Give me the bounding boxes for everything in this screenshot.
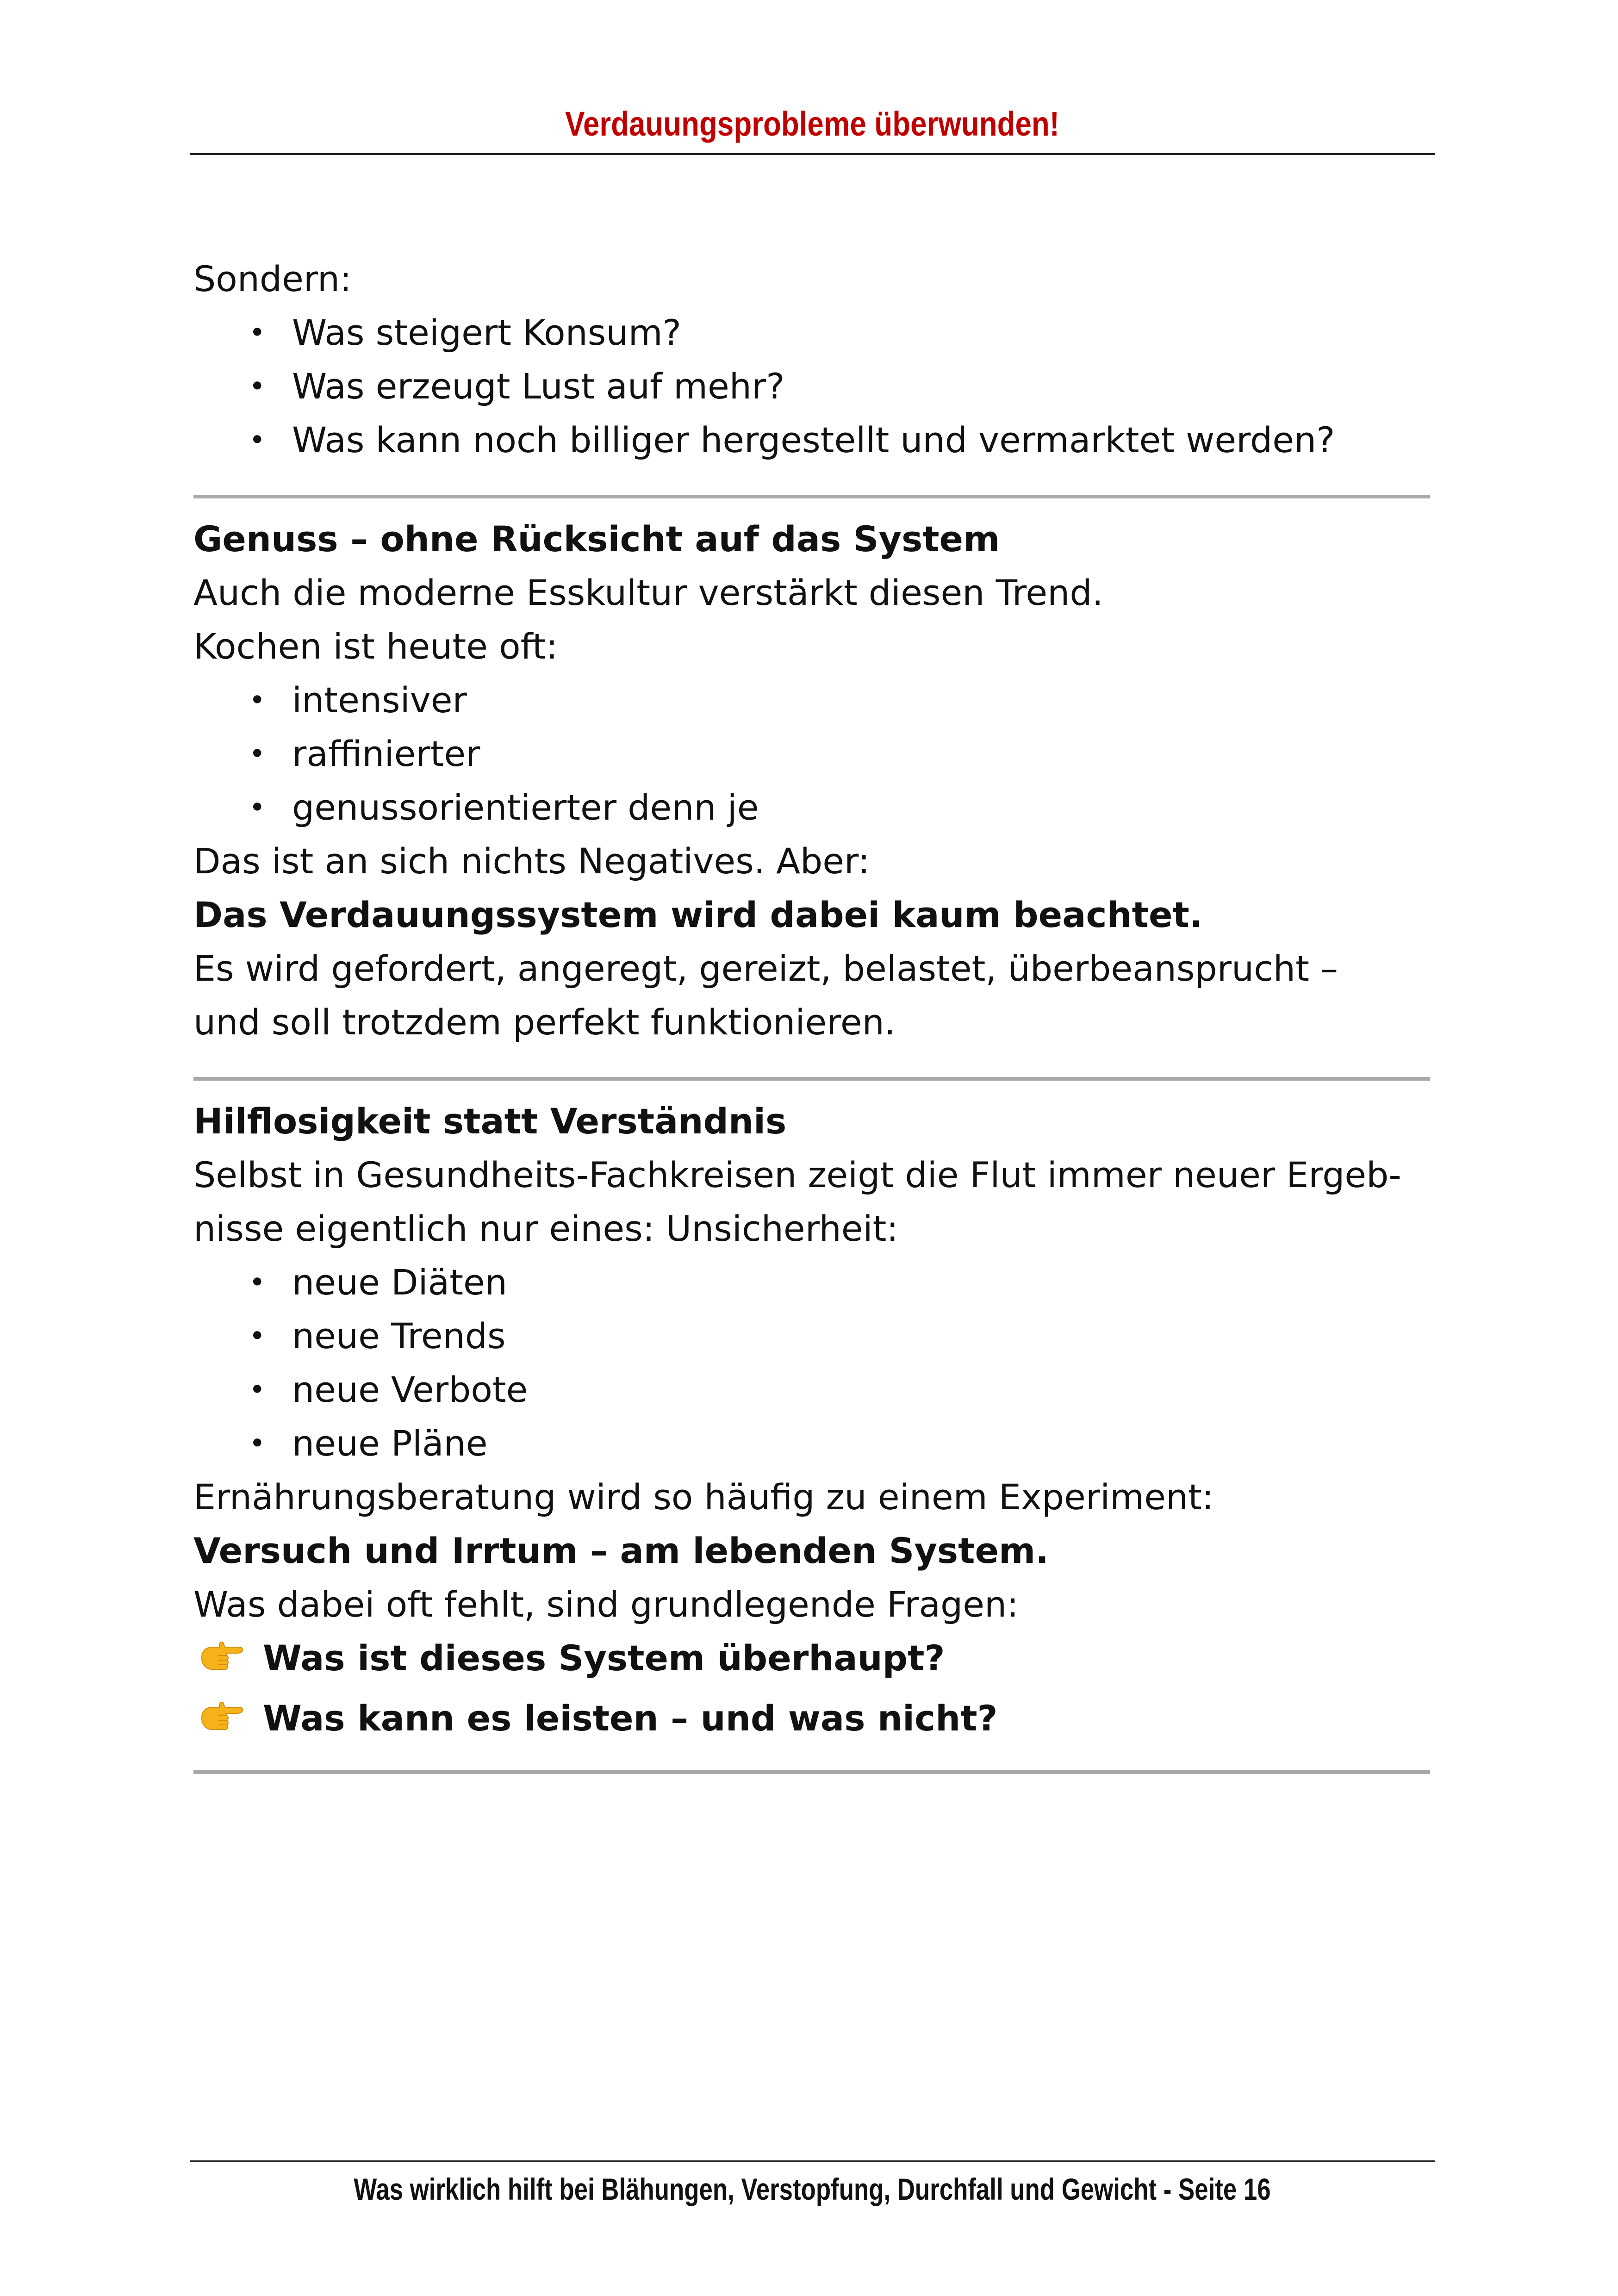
list-item — [193, 306, 1434, 360]
list-item — [193, 1256, 1434, 1309]
section-divider — [193, 495, 1430, 498]
paragraph: Auch die moderne Esskultur verstärkt diesen Trend. — [193, 572, 1103, 613]
bullet-icon: • — [249, 1427, 266, 1460]
question-text: Was ist dieses System überhaupt? — [263, 1637, 945, 1679]
list-item-text: Was kann noch billiger hergestellt und vermarktet werden? — [292, 419, 1335, 460]
intro-lead: Sondern: — [193, 258, 352, 299]
list-item-text: genussorientierter denn je — [292, 787, 759, 828]
paragraph: Es wird gefordert, angeregt, gereizt, belastet, überbeansprucht – — [193, 948, 1338, 989]
emphasis-text: Versuch und Irrtum – am lebenden System. — [193, 1530, 1049, 1571]
question-text: Was kann es leisten – und was nicht? — [263, 1698, 998, 1739]
intro-bullet-list — [193, 306, 1434, 467]
bullet-icon: • — [249, 1320, 266, 1352]
list-item — [193, 673, 1434, 727]
page-header — [190, 100, 1435, 155]
cooking-bullet-list — [193, 673, 1434, 834]
paragraph: Das ist an sich nichts Negatives. Aber: — [193, 840, 870, 882]
paragraph: und soll trotzdem perfekt funktionieren. — [193, 1002, 896, 1043]
paragraph: Ernährungsberatung wird so häufig zu einem Experiment: — [193, 1476, 1214, 1518]
section-divider — [193, 1770, 1430, 1774]
pointing-hand-right-icon — [198, 1700, 244, 1735]
page-footer — [190, 2160, 1435, 2221]
list-item-text: neue Verbote — [292, 1369, 528, 1410]
list-item — [193, 1309, 1434, 1363]
paragraph: Was dabei oft fehlt, sind grundlegende Fragen: — [193, 1584, 1019, 1625]
list-item-text: raffinierter — [292, 733, 480, 774]
list-item — [193, 781, 1434, 834]
list-item-text: Was erzeugt Lust auf mehr? — [292, 366, 785, 407]
list-item — [193, 413, 1434, 467]
bullet-icon: • — [249, 370, 266, 403]
paragraph: nisse eigentlich nur eines: Unsicherheit: — [193, 1208, 899, 1249]
bullet-icon: • — [249, 1374, 266, 1406]
bullet-icon: • — [249, 424, 266, 456]
trends-bullet-list — [193, 1256, 1434, 1470]
page-content — [193, 252, 1434, 1774]
list-item-text: Was steigert Konsum? — [292, 312, 681, 353]
bullet-icon: • — [249, 738, 266, 770]
list-item — [193, 727, 1434, 781]
question-item — [193, 1631, 1434, 1692]
emphasis-text: Das Verdauungssystem wird dabei kaum beachtet. — [193, 894, 1203, 935]
list-item-text: neue Diäten — [292, 1262, 507, 1303]
section-heading-hilflosigkeit: Hilflosigkeit statt Verständnis — [193, 1101, 787, 1142]
list-item — [193, 1363, 1434, 1417]
header-title: Verdauungsprobleme überwunden! — [565, 105, 1059, 143]
bullet-icon: • — [249, 317, 266, 349]
bullet-icon: • — [249, 791, 266, 824]
list-item-text: neue Pläne — [292, 1423, 488, 1464]
footer-text: Was wirklich hilft bei Blähungen, Verstopfung, Durchfall und Gewicht - Seite 16 — [354, 2172, 1271, 2206]
bullet-icon: • — [249, 684, 266, 716]
section-divider — [193, 1077, 1430, 1081]
paragraph: Kochen ist heute oft: — [193, 626, 558, 667]
pointing-hand-right-icon — [198, 1640, 244, 1675]
list-item — [193, 1417, 1434, 1470]
bullet-icon: • — [249, 1266, 266, 1299]
list-item — [193, 360, 1434, 413]
paragraph: Selbst in Gesundheits-Fachkreisen zeigt die Flut immer neuer Ergeb- — [193, 1154, 1401, 1195]
section-heading-genuss: Genuss – ohne Rücksicht auf das System — [193, 518, 1000, 560]
question-item — [193, 1692, 1434, 1752]
list-item-text: intensiver — [292, 679, 467, 721]
list-item-text: neue Trends — [292, 1315, 506, 1356]
